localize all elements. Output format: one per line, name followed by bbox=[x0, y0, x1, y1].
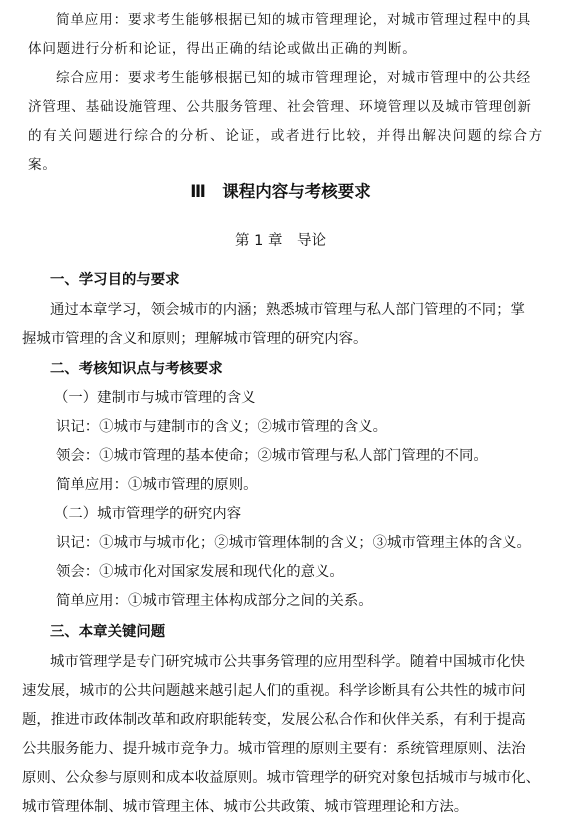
list-item: 识记：①城市与建制市的含义；②城市管理的含义。 bbox=[56, 419, 387, 435]
list-item: 领会：①城市化对国家发展和现代化的意义。 bbox=[56, 564, 344, 580]
part2-sub2 bbox=[0, 500, 561, 616]
simple-application-paragraph bbox=[0, 6, 561, 64]
list-item: 简单应用：①城市管理主体构成部分之间的关系。 bbox=[56, 593, 373, 609]
text-line: 原则、公众参与原则和成本收益原则。城市管理学的研究对象包括城市与城市化、 bbox=[22, 770, 541, 786]
text-line: 的有关问题进行综合的分析、论证，或者进行比较，并得出解决问题的综合方案。 bbox=[28, 128, 543, 173]
text-line: 公共服务能力、提升城市竞争力。城市管理的原则主要有：系统管理原则、法治 bbox=[22, 741, 526, 757]
text-line: 城市管理体制、城市管理主体、城市公共政策、城市管理理论和方法。 bbox=[22, 799, 469, 815]
part2-sub1 bbox=[0, 384, 561, 500]
part3-paragraph bbox=[0, 648, 561, 822]
text-line: 通过本章学习，领会城市的内涵；熟悉城市管理与私人部门管理的不同；掌 bbox=[50, 302, 525, 318]
list-item: 识记：①城市与城市化；②城市管理体制的含义；③城市管理主体的含义。 bbox=[56, 535, 531, 551]
text-line: 济管理、基础设施管理、公共服务管理、社会管理、环境管理以及城市管理创新 bbox=[28, 99, 532, 115]
text-line: 城市管理学是专门研究城市公共事务管理的应用型科学。随着中国城市化快 bbox=[50, 654, 525, 670]
chapter-title: 第 1 章 导论 bbox=[235, 233, 326, 249]
section-title: Ⅲ 课程内容与考核要求 bbox=[190, 182, 371, 201]
text-line: 握城市管理的含义和原则；理解城市管理的研究内容。 bbox=[22, 331, 368, 347]
comprehensive-application-paragraph bbox=[0, 64, 561, 180]
list-item: 简单应用：①城市管理的原则。 bbox=[56, 477, 258, 493]
part2-heading: 二、考核知识点与考核要求 bbox=[50, 361, 223, 377]
subheading: （二）城市管理学的研究内容 bbox=[54, 506, 242, 522]
text-line: 速发展，城市的公共问题越来越引起人们的重视。科学诊断具有公共性的城市问 bbox=[22, 683, 526, 699]
text-line: 题，推进市政体制改革和政府职能转变，发展公私合作和伙伴关系，有利于提高 bbox=[22, 712, 526, 728]
text-line: 综合应用：要求考生能够根据已知的城市管理理论，对城市管理中的公共经 bbox=[56, 70, 531, 86]
list-item: 领会：①城市管理的基本使命；②城市管理与私人部门管理的不同。 bbox=[56, 448, 488, 464]
part3-heading: 三、本章关键问题 bbox=[50, 624, 166, 640]
subheading: （一）建制市与城市管理的含义 bbox=[54, 390, 256, 406]
part1-heading: 一、学习目的与要求 bbox=[50, 272, 180, 288]
text-line: 简单应用：要求考生能够根据已知的城市管理理论，对城市管理过程中的具 bbox=[56, 12, 531, 28]
text-line: 体问题进行分析和论证，得出正确的结论或做出正确的判断。 bbox=[28, 41, 417, 57]
part1-paragraph bbox=[0, 296, 561, 354]
